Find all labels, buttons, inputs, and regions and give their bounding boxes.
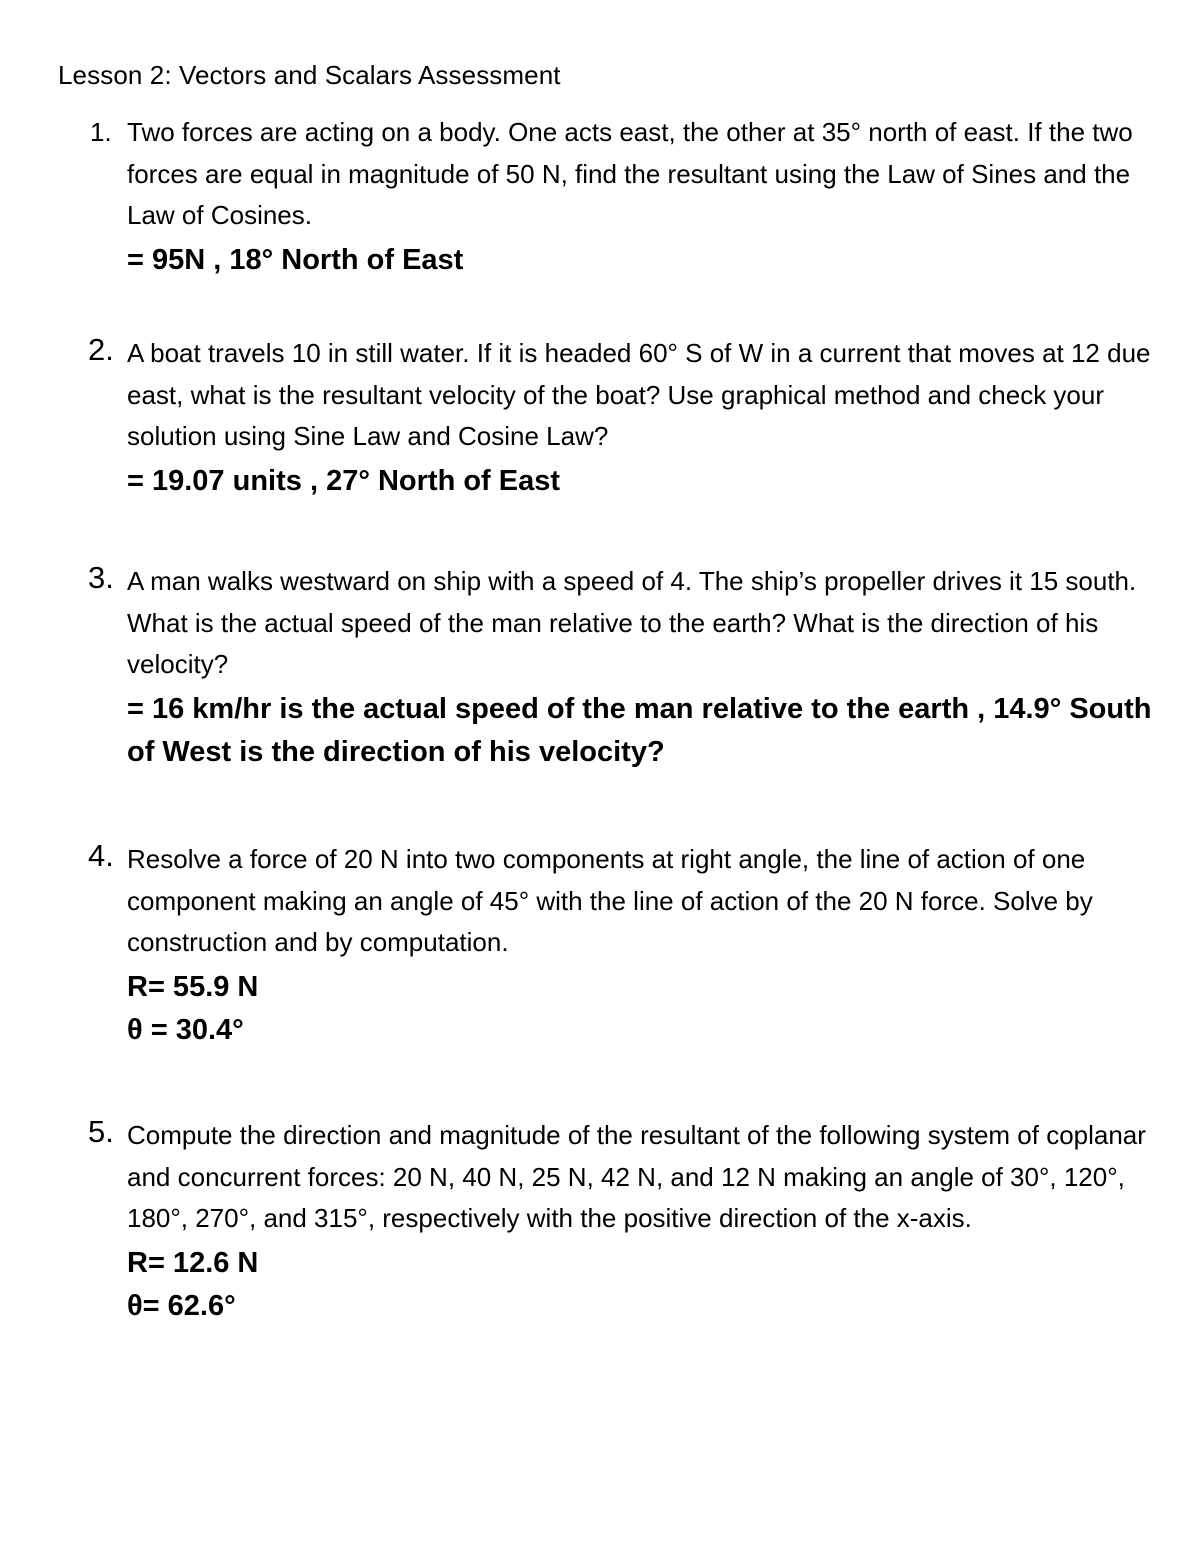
page-title: Lesson 2: Vectors and Scalars Assessment [58,60,561,90]
answer-line: θ= 62.6° [127,1289,236,1322]
question-5 [88,1114,1157,1328]
question-text: A boat travels 10 in still water. If it is headed 60° S of W in a current that moves at 12 due east, what is the resultant velocity of the boat? Use graphical method and check your solution using Sine Law and Cosine Law? [127,338,1151,451]
answer-line: = 16 km/hr is the actual speed of the man relative to the earth , 14.9° South of West is the direction of his velocity? [127,692,1152,768]
question-3 [88,560,1157,774]
question-number: 2. [88,332,114,367]
answer-line: = 19.07 units , 27° North of East [127,464,561,497]
answer-line: = 95N , 18° North of East [127,243,464,276]
question-number: 4. [88,838,114,873]
answer-line: R= 12.6 N [127,1246,259,1279]
question-number: 5. [88,1114,114,1149]
question-text: A man walks westward on ship with a speed of 4. The ship’s propeller drives it 15 south. What is the actual speed of the man relative to the earth? What is the direction of his velocity? [127,566,1137,679]
question-2 [88,332,1157,503]
question-text: Two forces are acting on a body. One acts east, the other at 35° north of east. If the two forces are equal in magnitude of 50 N, find the resultant using the Law of Sines and the Law of Cosines. [127,117,1133,230]
question-number: 3. [88,560,114,595]
question-text: Resolve a force of 20 N into two components at right angle, the line of action of one component making an angle of 45° with the line of action of the 20 N force. Solve by construction and by computation. [127,844,1093,957]
question-text: Compute the direction and magnitude of the resultant of the following system of coplanar and concurrent forces: 20 N, 40 N, 25 N, 42 N, and 12 N making an angle of 30°, 120°, 180°, 270°, and 315°, respectively with the positive direction of the x-axis. [127,1120,1146,1233]
question-number: 1. [90,117,112,147]
question-4 [88,838,1157,1052]
question-1 [90,112,1157,282]
answer-line: θ = 30.4° [127,1013,244,1046]
answer-line: R= 55.9 N [127,970,259,1003]
